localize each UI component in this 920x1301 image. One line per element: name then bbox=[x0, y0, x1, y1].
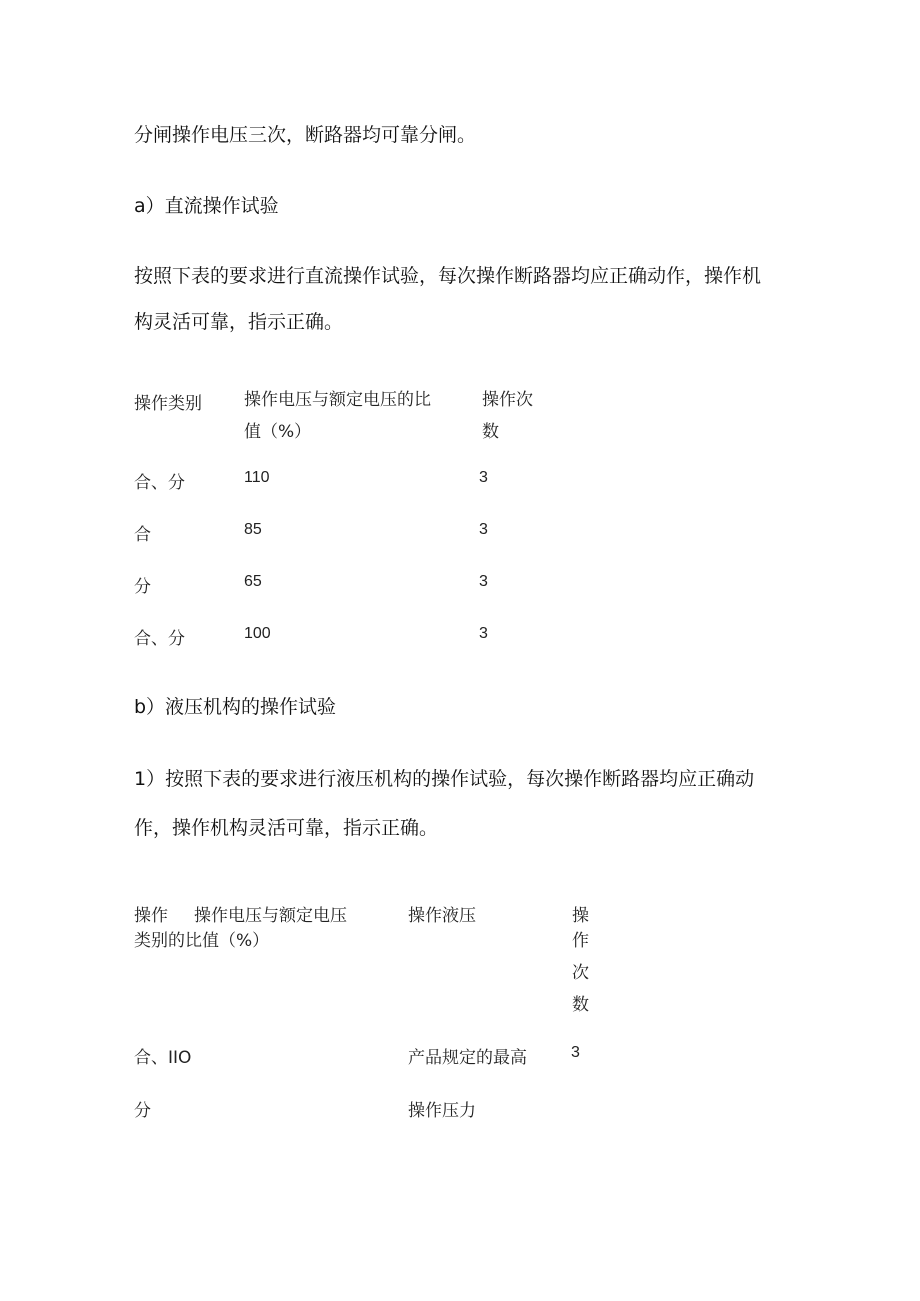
section-a-paragraph-line1: 按照下表的要求进行直流操作试验，每次操作断路器均应正确动作，操作机 bbox=[134, 265, 762, 287]
row-hydraulic-pressure-line1: 产品规定的最高 bbox=[408, 1048, 527, 1068]
row-operation-type: 合、分 bbox=[134, 473, 185, 493]
row-operation-type: 分 bbox=[134, 1101, 151, 1121]
section-b-heading: b）液压机构的操作试验 bbox=[134, 696, 337, 718]
header-operation-count-char1: 操 bbox=[572, 906, 589, 926]
row-operation-count: 3 bbox=[571, 1044, 580, 1061]
row-operation-count: 3 bbox=[479, 521, 488, 538]
section-b-paragraph-line2: 作，操作机构灵活可靠，指示正确。 bbox=[134, 817, 439, 839]
header-voltage-ratio-line1: 操作电压与额定电压 bbox=[194, 906, 347, 926]
row-operation-count: 3 bbox=[479, 469, 488, 486]
row-voltage-ratio: 100 bbox=[244, 625, 271, 642]
header-operation-count-char2: 作 bbox=[572, 931, 589, 951]
header-operation-count-char4: 数 bbox=[572, 995, 589, 1015]
row-operation-type-ratio: 合、IIO bbox=[134, 1048, 192, 1068]
header-voltage-ratio-line1: 操作电压与额定电压的比 bbox=[244, 390, 431, 410]
header-type-ratio-line2: 类别的比值（%） bbox=[134, 931, 270, 951]
header-operation-count-line2: 数 bbox=[482, 422, 499, 442]
section-b-paragraph-line1: 1）按照下表的要求进行液压机构的操作试验，每次操作断路器均应正确动 bbox=[134, 768, 755, 790]
row-voltage-ratio: 65 bbox=[244, 573, 262, 590]
row-voltage-ratio: 85 bbox=[244, 521, 262, 538]
row-voltage-ratio: 110 bbox=[244, 469, 270, 486]
row-operation-type: 合、分 bbox=[134, 629, 185, 649]
row-hydraulic-pressure-line2: 操作压力 bbox=[408, 1101, 476, 1121]
row-operation-count: 3 bbox=[479, 625, 488, 642]
header-operation-count-char3: 次 bbox=[572, 963, 589, 983]
intro-line: 分闸操作电压三次，断路器均可靠分闸。 bbox=[134, 124, 477, 146]
header-operation-type: 操作类别 bbox=[134, 394, 202, 414]
header-voltage-ratio-line2: 值（%） bbox=[244, 422, 312, 442]
row-operation-type: 分 bbox=[134, 577, 151, 597]
header-operation-type-line1: 操作 bbox=[134, 906, 168, 926]
header-operation-count-line1: 操作次 bbox=[482, 390, 533, 410]
row-operation-count: 3 bbox=[479, 573, 488, 590]
section-a-heading: a）直流操作试验 bbox=[134, 195, 279, 217]
header-hydraulic-pressure: 操作液压 bbox=[408, 906, 476, 926]
section-a-paragraph-line2: 构灵活可靠，指示正确。 bbox=[134, 311, 344, 333]
row-operation-type: 合 bbox=[134, 525, 151, 545]
